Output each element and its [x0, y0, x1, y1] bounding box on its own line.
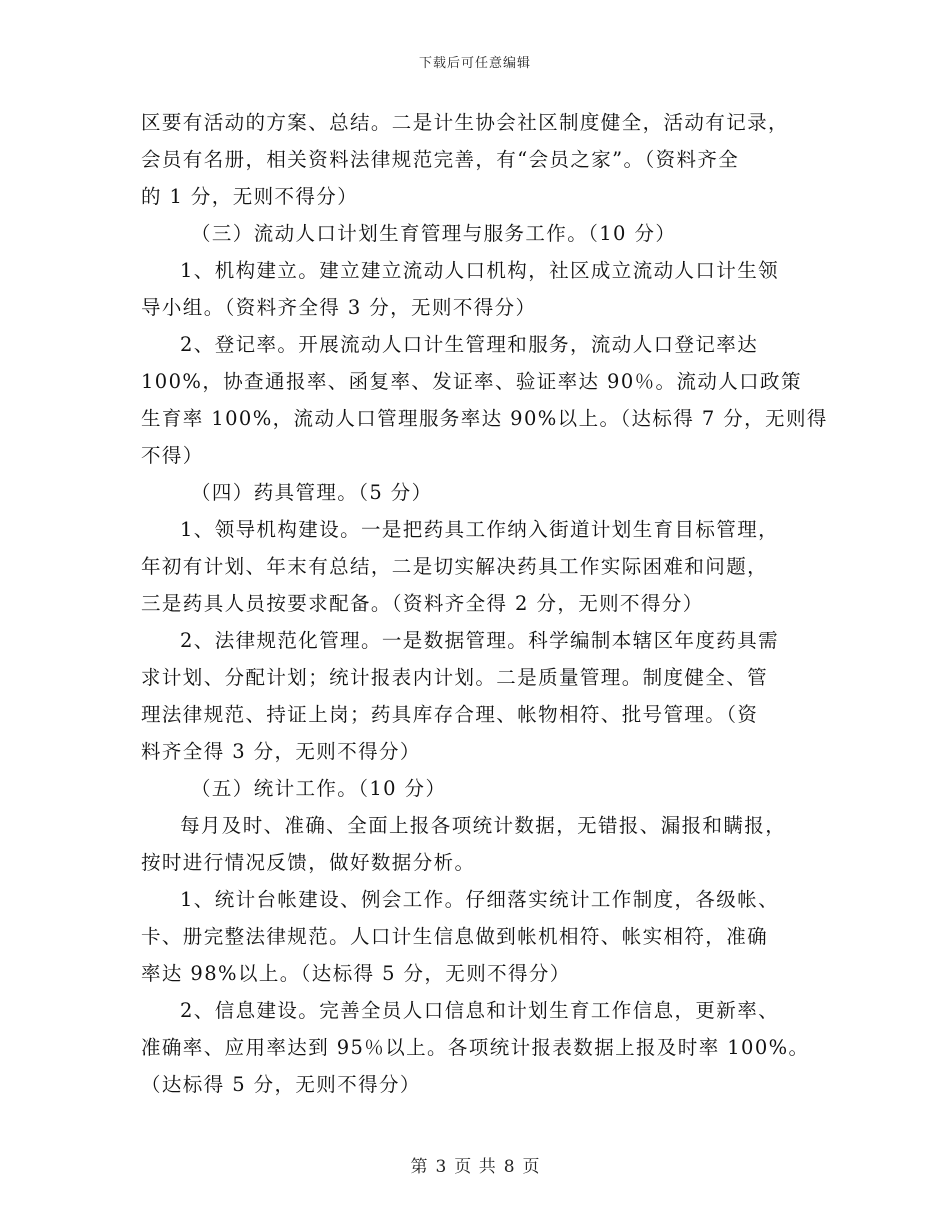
text-line: 会员有名册，相关资料法律规范完善，有“会员之家”。（资料齐全 [141, 148, 740, 171]
page-footer [0, 1152, 950, 1177]
section-heading: （五）统计工作。（10 分） [191, 777, 447, 800]
text-line: 生育率 100%，流动人口管理服务率达 90%以上。（达标得 7 分，无则得 [141, 407, 828, 430]
page-header: 下载后可任意编辑 [418, 56, 531, 71]
text-line: 年初有计划、年末有总结，二是切实解决药具工作实际困难和问题， [141, 555, 769, 578]
text-line: 按时进行情况反馈，做好数据分析。 [141, 851, 476, 874]
footer-middle: 页 共 [454, 1157, 496, 1177]
text-line: 求计划、分配计划；统计报表内计划。二是质量管理。制度健全、管 [141, 666, 769, 689]
text-line: 导小组。（资料齐全得 3 分，无则不得分） [141, 296, 537, 319]
paragraph-start: 1、领导机构建设。一是把药具工作纳入街道计划生育目标管理， [180, 518, 780, 541]
text-line: （达标得 5 分，无则不得分） [141, 1073, 421, 1096]
text-line: 料齐全得 3 分，无则不得分） [141, 740, 421, 763]
text-line: 率达 98%以上。（达标得 5 分，无则不得分） [141, 962, 571, 985]
text-line: 不得） [141, 444, 204, 467]
section-heading: （四）药具管理。（5 分） [191, 481, 433, 504]
total-page-count: 8 [503, 1157, 515, 1177]
text-line: 三是药具人员按要求配备。（资料齐全得 2 分，无则不得分） [141, 592, 704, 615]
current-page-number: 3 [435, 1157, 447, 1177]
text-line: 区要有活动的方案、总结。二是计生协会社区制度健全，活动有记录， [141, 111, 789, 134]
footer-suffix: 页 [522, 1157, 540, 1177]
paragraph-start: 每月及时、准确、全面上报各项统计数据，无错报、漏报和瞒报， [180, 814, 787, 837]
document-body [141, 104, 828, 1103]
paragraph-start: 1、机构建立。建立建立流动人口机构，社区成立流动人口计生领 [180, 259, 780, 282]
text-line: 的 1 分，无则不得分） [141, 185, 359, 208]
paragraph-start: 2、法律规范化管理。一是数据管理。科学编制本辖区年度药具需 [180, 629, 780, 652]
text-line: 卡、册完整法律规范。人口计生信息做到帐机相符、帐实相符，准确 [141, 925, 769, 948]
paragraph-start: 2、信息建设。完善全员人口信息和计划生育工作信息，更新率、 [180, 999, 780, 1022]
text-line: 100%，协查通报率、函复率、发证率、验证率达 90％。流动人口政策 [141, 370, 802, 393]
text-line: 理法律规范、持证上岗；药具库存合理、帐物相符、批号管理。（资 [141, 703, 759, 726]
footer-prefix: 第 [410, 1157, 428, 1177]
text-line: 准确率、应用率达到 95％以上。各项统计报表数据上报及时率 100%。 [141, 1036, 810, 1059]
section-heading: （三）流动人口计划生育管理与服务工作。（10 分） [191, 222, 677, 245]
paragraph-start: 2、登记率。开展流动人口计生管理和服务，流动人口登记率达 [180, 333, 759, 356]
paragraph-start: 1、统计台帐建设、例会工作。仔细落实统计工作制度，各级帐、 [180, 888, 780, 911]
